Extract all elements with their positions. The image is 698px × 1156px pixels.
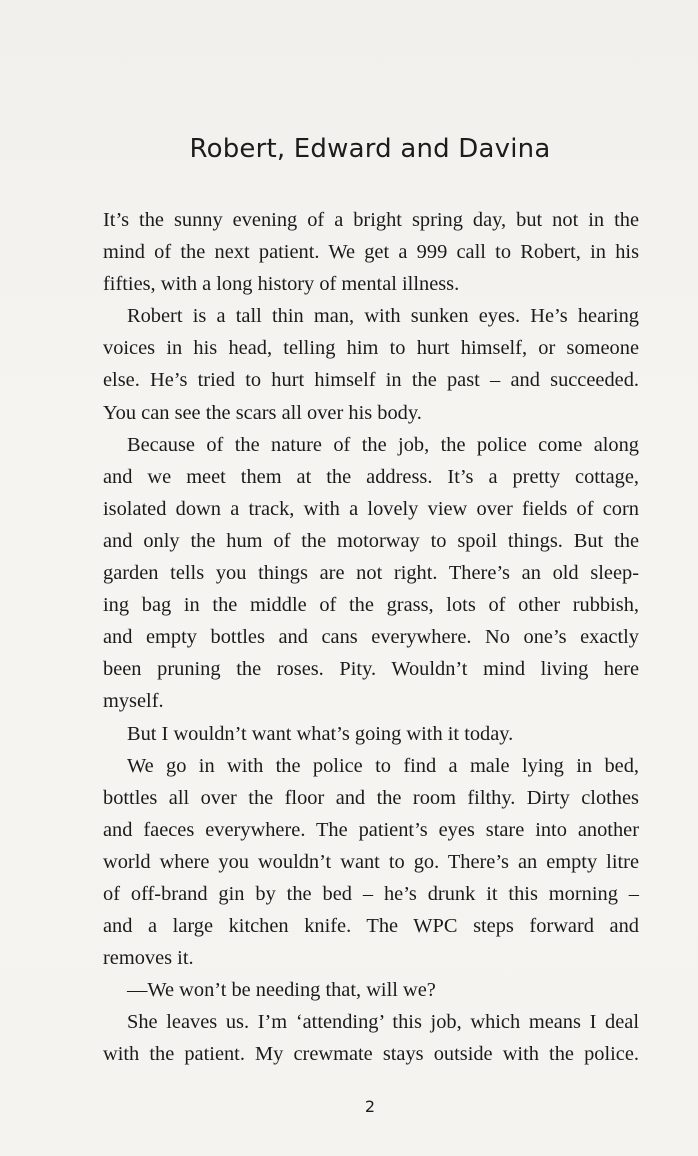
text-line: and empty bottles and cans everywhere. No one’s exactly	[103, 626, 639, 649]
text-line: You can see the scars all over his body.	[103, 401, 422, 424]
text-line: mind of the next patient. We get a 999 call to Robert, in his	[103, 241, 639, 264]
text-line: It’s the sunny evening of a bright spring day, but not in the	[103, 209, 639, 231]
text-line: myself.	[103, 690, 164, 713]
text-line: Robert is a tall thin man, with sunken eyes. He’s hearing	[127, 305, 639, 328]
text-line: else. He’s tried to hurt himself in the past – and succeeded.	[103, 369, 639, 392]
text-line: world where you wouldn’t want to go. There’s an empty litre	[103, 850, 639, 873]
text-line: ing bag in the middle of the grass, lots of other rubbish,	[103, 594, 639, 617]
text-line: and only the hum of the motorway to spoil things. But the	[103, 529, 639, 552]
text-line: She leaves us. I’m ‘attending’ this job, which means I deal	[127, 1011, 639, 1034]
text-line: Because of the nature of the job, the police come along	[127, 433, 639, 456]
text-line: removes it.	[103, 947, 194, 970]
text-line: and a large kitchen knife. The WPC steps forward and	[103, 915, 639, 938]
text-line: garden tells you things are not right. There’s an old sleep-	[103, 562, 639, 585]
chapter-title: Robert, Edward and Davina	[189, 134, 551, 164]
text-line: bottles all over the floor and the room filthy. Dirty clothes	[103, 786, 639, 809]
text-line: and faeces everywhere. The patient’s eyes stare into another	[103, 818, 639, 841]
page-number: 2	[364, 1097, 376, 1116]
text-line: been pruning the roses. Pity. Wouldn’t mind living here	[103, 658, 639, 681]
text-line: We go in with the police to find a male lying in bed,	[127, 754, 639, 777]
text-line: of off-brand gin by the bed – he’s drunk it this morning –	[103, 882, 639, 905]
text-line: —We won’t be needing that, will we?	[127, 979, 436, 1002]
text-line: isolated down a track, with a lovely view over fields of corn	[103, 497, 639, 520]
text-line: But I wouldn’t want what’s going with it today.	[127, 722, 514, 745]
body-text	[103, 204, 639, 1071]
text-line: fifties, with a long history of mental illness.	[103, 273, 460, 296]
text-line: and we meet them at the address. It’s a pretty cottage,	[103, 465, 639, 488]
text-line: with the patient. My crewmate stays outside with the police.	[103, 1043, 639, 1066]
text-line: voices in his head, telling him to hurt himself, or someone	[103, 337, 639, 360]
